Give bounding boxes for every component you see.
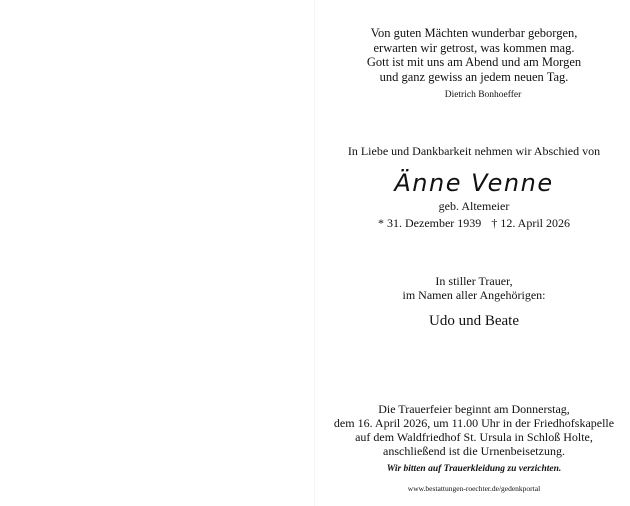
life-dates <box>318 216 630 230</box>
ceremony-block <box>318 402 630 458</box>
deceased-name: Änne Venne <box>394 169 554 197</box>
mourners-line: In stiller Trauer, <box>435 274 513 288</box>
maiden-name: geb. Altemeier <box>438 199 510 213</box>
family-names: Udo und Beate <box>429 313 519 329</box>
poem-author: Dietrich Bonhoeffer <box>444 90 522 100</box>
poem-line: erwarten wir getrost, was kommen mag. <box>373 40 575 55</box>
poem-line: Gott ist mit uns am Abend und am Morgen <box>366 55 582 69</box>
dress-code-request: Wir bitten auf Trauerkleidung zu verzichten. <box>386 464 562 474</box>
mourners-line: im Namen aller Angehörigen: <box>402 288 546 302</box>
fold-line <box>314 0 315 506</box>
ceremony-line: anschließend ist die Urnenbeisetzung. <box>383 444 565 458</box>
poem-line: Von guten Mächten wunderbar geborgen, <box>370 26 578 40</box>
ceremony-line: auf dem Waldfriedhof St. Ursula in Schloß Holte, <box>355 430 593 444</box>
ceremony-line: Die Trauerfeier beginnt am Donnerstag, <box>378 402 570 416</box>
poem-block <box>318 26 630 101</box>
memorial-portal-link[interactable]: www.bestattungen-roechter.de/gedenkportal <box>407 484 541 493</box>
ceremony-line: dem 16. April 2026, um 11.00 Uhr in der Friedhofskapelle <box>333 416 615 430</box>
death-date: † 12. April 2026 <box>491 216 570 230</box>
farewell-intro: In Liebe und Dankbarkeit nehmen wir Abschied von <box>347 144 601 158</box>
mourners-block <box>318 274 630 302</box>
poem-line: und ganz gewiss an jedem neuen Tag. <box>379 69 569 84</box>
birth-date: * 31. Dezember 1939 <box>378 216 482 230</box>
